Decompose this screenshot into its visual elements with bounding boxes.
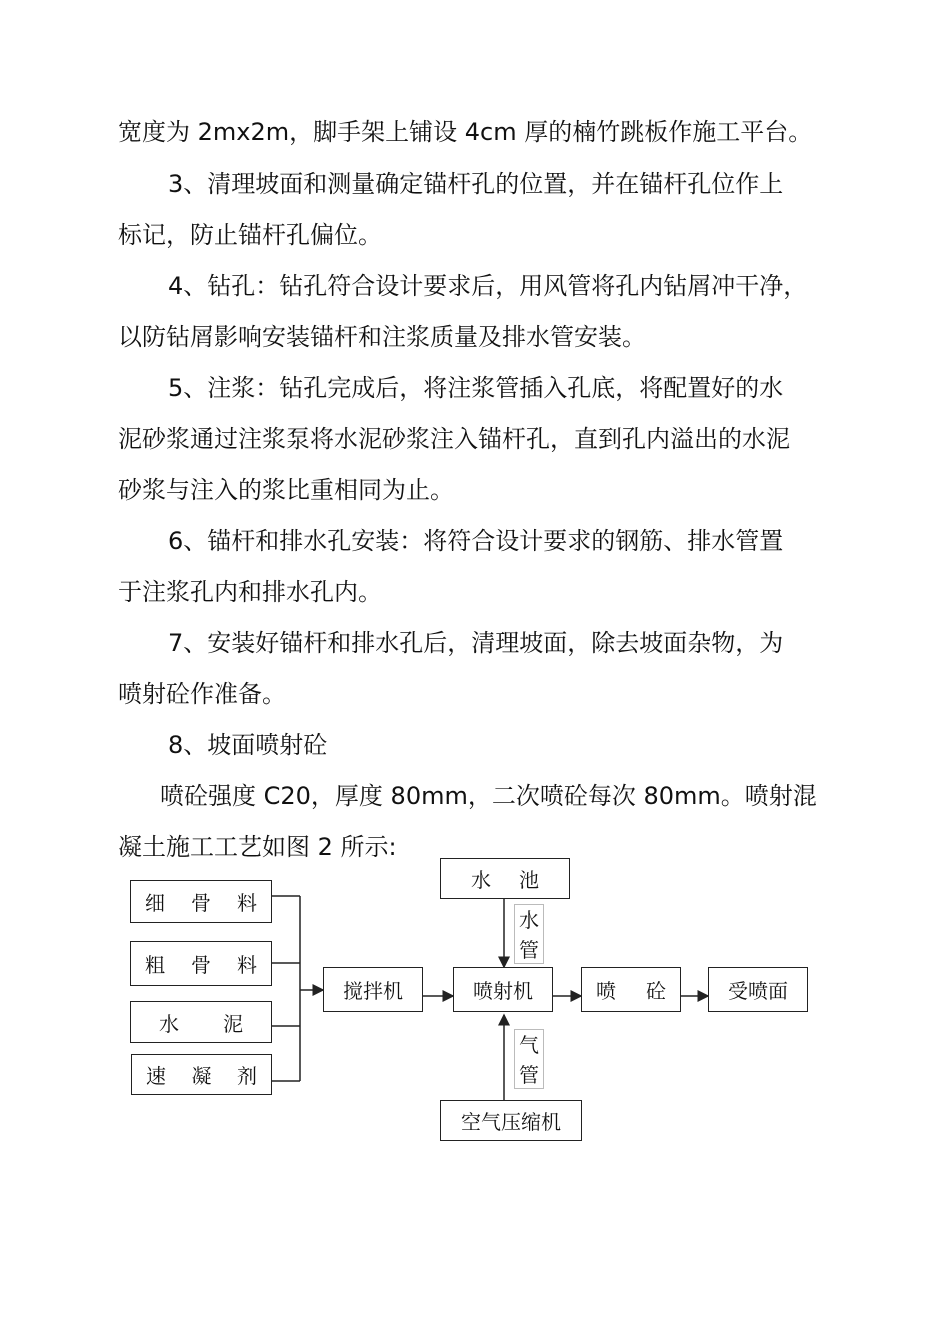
- paragraph-line: 以防钻屑影响安装锚杆和注浆质量及排水管安装。: [118, 323, 646, 351]
- label-char: 骨: [191, 891, 211, 915]
- input-fine-aggregate: [130, 880, 272, 923]
- paragraph-line: 喷砼强度 C20，厚度 80mm，二次喷砼每次 80mm。喷射混: [160, 782, 817, 810]
- water-pool-box: [440, 858, 570, 899]
- paragraph-line: 4、钻孔：钻孔符合设计要求后，用风管将孔内钻屑冲干净，: [168, 272, 808, 300]
- label-char: 料: [237, 953, 257, 977]
- label-char: 池: [519, 868, 539, 892]
- label-char: 速: [146, 1064, 166, 1088]
- paragraph-line: 于注浆孔内和排水孔内。: [118, 578, 382, 606]
- water-pipe-label: [514, 904, 544, 964]
- label-char: 水: [471, 868, 491, 892]
- input-coarse-aggregate: [130, 941, 272, 986]
- label-char: 管: [519, 1063, 539, 1087]
- label-char: 水: [159, 1011, 179, 1036]
- label-char: 气: [519, 1033, 539, 1057]
- mixer-box: 搅拌机: [323, 967, 423, 1012]
- label-char: 管: [519, 938, 539, 962]
- label-char: 剂: [237, 1064, 257, 1088]
- label-char: 粗: [145, 953, 165, 977]
- paragraph-line: 标记，防止锚杆孔偏位。: [118, 221, 382, 249]
- paragraph-line: 砂浆与注入的浆比重相同为止。: [118, 476, 454, 504]
- label-char: 水: [519, 908, 539, 932]
- paragraph-line: 宽度为 2mx2m，脚手架上铺设 4cm 厚的楠竹跳板作施工平台。: [118, 118, 813, 146]
- paragraph-line: 泥砂浆通过注浆泵将水泥砂浆注入锚杆孔，直到孔内溢出的水泥: [118, 425, 790, 453]
- input-accelerator: [131, 1054, 272, 1095]
- label-char: 喷: [596, 979, 616, 1003]
- input-cement: [130, 1001, 272, 1043]
- paragraph-line: 凝土施工工艺如图 2 所示:: [118, 833, 397, 861]
- paragraph-line: 6、锚杆和排水孔安装：将符合设计要求的钢筋、排水管置: [168, 527, 784, 555]
- label-char: 凝: [191, 1064, 212, 1088]
- label-char: 料: [237, 891, 257, 915]
- paragraph-line: 3、清理坡面和测量确定锚杆孔的位置，并在锚杆孔位作上: [168, 170, 784, 198]
- air-compressor-box: 空气压缩机: [440, 1100, 582, 1141]
- paragraph-line: 8、坡面喷射砼: [168, 731, 328, 759]
- paragraph-line: 5、注浆：钻孔完成后，将注浆管插入孔底，将配置好的水: [168, 374, 784, 402]
- label-char: 砼: [646, 979, 666, 1003]
- sprayer-box: 喷射机: [453, 967, 553, 1012]
- spray-concrete-box: [581, 967, 681, 1012]
- paragraph-line: 7、安装好锚杆和排水孔后，清理坡面，除去坡面杂物，为: [168, 629, 784, 657]
- label-char: 细: [145, 891, 165, 915]
- label-char: 泥: [223, 1011, 243, 1036]
- paragraph-line: 喷射砼作准备。: [118, 680, 286, 708]
- sprayed-surface-box: 受喷面: [708, 967, 808, 1012]
- label-char: 骨: [191, 953, 211, 977]
- air-pipe-label: [514, 1029, 544, 1089]
